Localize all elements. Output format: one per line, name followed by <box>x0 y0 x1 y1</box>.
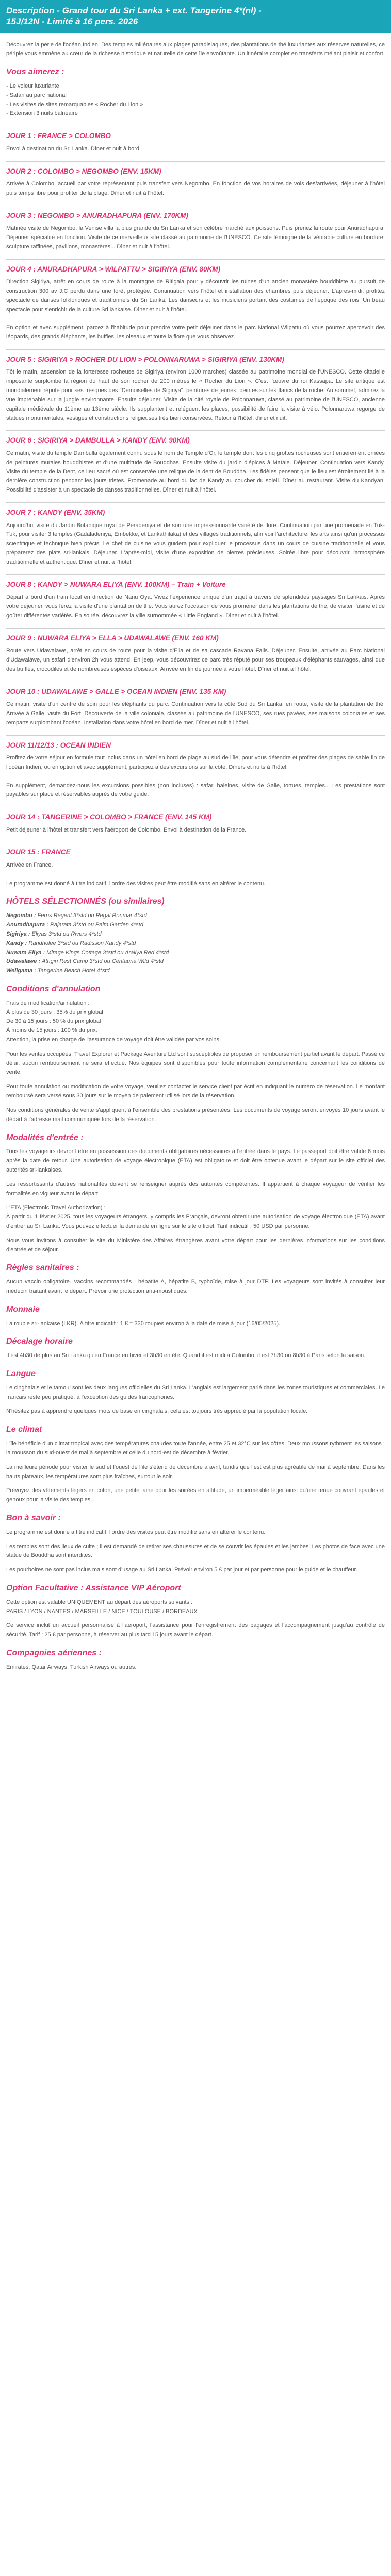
hotel-name: Athgiri Rest Camp 3*std ou Centauria Wild 4*std <box>42 958 164 965</box>
day-8 <box>6 574 385 621</box>
hotels-list <box>6 911 385 976</box>
option-aeroport-text: Cette option est valable UNIQUEMENT au départ des aéroports suivants : PARIS / LYON / NANTES / MARSEILLE / NICE / TOULOUSE / BORDEAUX <box>6 1599 198 1615</box>
langue-title: Langue <box>6 1369 36 1379</box>
day-title: JOUR 1 : FRANCE > COLOMBO <box>6 132 111 140</box>
langue-text: Le cinghalais et le tamoul sont les deux langues officielles du Sri Lanka. L'anglais est largement parlé dans les zones touristiques et commerciales. Le français reste peu pratiqué, à l'exception des guides francophones. <box>6 1384 385 1400</box>
highlights-list <box>6 82 385 118</box>
hotel-row <box>6 948 385 958</box>
itinerary <box>6 126 385 888</box>
bon-savoir-text: Les pourboires ne sont pas inclus mais sont d'usage au Sri Lanka. Prévoir environ 5 € par jour et par personne pour le guide et le chauffeur. <box>6 1567 357 1573</box>
hotel-row <box>6 921 385 930</box>
day-text: Ce matin, visite d'un centre de soin pour les éléphants du parc. Continuation vers la côte Sud du Sri Lanka, en route, visite de la plantation de thé. Arrivée à Galle, visite du Fort. Découverte de la ville coloniale, classée au patrimoine de l'UNESCO, ses rues pavées, ses maisons coloniales et ses remparts surplombant l'océan. Installation dans votre hôtel en bord de mer. Dîner et nuit à l'hôtel. <box>6 701 385 726</box>
highlight-item: - Safari au parc national <box>6 92 67 98</box>
page-title-line-2: 15J/12N - Limité à 16 pers. 2026 <box>6 16 138 27</box>
day-text: Aujourd'hui visite du Jardin Botanique royal de Peradeniya et de son une impressionnante variété de flore. Continuation par une promenade en Tuk-Tuk, pour visiter 3 temples (Gadaladeniya, Embekke, et Lankathilaka) et des villages traditionnels, afin voir l'architecture, les arts ainsi qu'un processus scientifique et technique bien précis. Le chef de cuisine vous guidera pour expliquer le processus dans un cours de cuisine traditionnelle et vous préparerez des plats sri-lankais. Déjeuner. L'après-midi, visite d'une exposition de pierres précieuses. Soirée libre pour découvrir l'atmosphère traditionnelle et authentique. Dîner et nuit à l'hôtel. <box>6 522 385 565</box>
day-2 <box>6 161 385 198</box>
highlights-title: Vous aimerez : <box>6 67 64 77</box>
divider <box>6 735 385 736</box>
day-4 <box>6 259 385 342</box>
divider <box>6 502 385 503</box>
compagnies-title: Compagnies aériennes : <box>6 1649 102 1658</box>
option-aeroport-text: Ce service inclut un accueil personnalisé à l'aéroport, l'assistance pour l'enregistrement des bagages et l'accompagnement jusqu'au contrôle de sécurité. Tarif : 25 € par personne, à réserver au plus tard 15 jours avant le départ. <box>6 1622 385 1638</box>
highlight-item: - Le voleur luxuriante <box>6 82 59 89</box>
formalites-text: Tous les voyageurs devront être en possession des documents obligatoires nécessaires à l'entrée dans le pays. Le passeport doit être valide 6 mois après la date de retour. Une autorisation de voyage électronique (ETA) est obligatoire et doit être obtenue avant le départ sur le site officiel des autorités sri-lankaises. <box>6 1148 385 1173</box>
compagnies-text: Emirates, Qatar Airways, Turkish Airways ou autres. <box>6 1664 137 1670</box>
hotel-row <box>6 967 385 976</box>
day-14 <box>6 807 385 835</box>
day-title: JOUR 6 : SIGIRIYA > DAMBULLA > KANDY (ENV. 90KM) <box>6 436 190 445</box>
regles-text: Aucun vaccin obligatoire. Vaccins recommandés : hépatite A, hépatite B, typhoïde, mise à jour DTP. Les voyageurs sont invités à consulter leur médecin traitant avant le départ. Prévoir une protection anti-moustiques. <box>6 1279 385 1295</box>
divider <box>6 628 385 629</box>
regles-title: Règles sanitaires : <box>6 1263 79 1273</box>
day-text: Ce matin, visite du temple Dambulla également connu sous le nom de Temple d'Or, le temple dont les cinq grottes rocheuses sont entièrement ornées de peintures murales bouddhistes et d'une multitude de Bouddhas. Ensuite visite du jardin d'épices à Matale. Déjeuner. Continuation vers Kandy. Visite du temple de la Dent, ce lieu sacré où est conservée une relique de la dent de Bouddha. Les fidèles pensent que le lieu est étroitement lié à la dernière construction pendant les jours tristes. Promenade au bord du lac de Kandy au coucher du soleil. Dîner au restaurant. Visite du Kandyan. Possibilité d'assister à un spectacle de danses traditionnelles. Dîner et nuit à l'hôtel. <box>6 450 385 494</box>
day-text: Arrivée en France. Le programme est donné à titre indicatif, l'ordre des visites peut être modifié sans en altérer le contenu. <box>6 862 266 887</box>
day-15 <box>6 842 385 888</box>
day-6 <box>6 430 385 495</box>
page-title-line-1: Description - Grand tour du Sri Lanka + ext. Tangerine 4*(nl) - <box>6 6 262 15</box>
day-text: Départ à bord d'un train local en direction de Nanu Oya. Vivez l'expérience unique d'un trajet à travers de splendides paysages Sri Lankais. Après votre déjeuner, vous ferez la visite d'une plantation de thé. Vous aurez l'occasion de vous promener dans les plantations de thé, de visiter l'usine et de goûter différentes variétés. En soirée, découvrez la ville surnommée « Little England ». Dîner et nuit à l'hôtel. <box>6 594 385 619</box>
highlight-item: - Les visites de sites remarquables « Rocher du Lion » <box>6 101 143 108</box>
bon-savoir-text: Le programme est donné à titre indicatif, l'ordre des visites peut être modifié sans en altérer le contenu. <box>6 1529 266 1535</box>
conditions-text: Nos conditions générales de vente s'appliquent à l'ensemble des prestations présentées. Les documents de voyage seront envoyés 10 jours avant le départ à l'adresse mail communiquée lors de la réservation. <box>6 1107 385 1123</box>
hotel-row <box>6 957 385 967</box>
intro-text: Découvrez la perle de l'océan Indien. Des temples millénaires aux plages paradisiaques, des plantations de thé luxuriantes aux réserves naturelles, ce périple vous emmène au cœur de la richesse historique et naturelle de cette île envoûtante. Un itinéraire complet en transferts mélant plaisir et confort. <box>6 41 385 57</box>
day-text: Envol à destination du Sri Lanka. Dîner et nuit à bord. <box>6 145 141 152</box>
day-title: JOUR 3 : NEGOMBO > ANURADHAPURA (ENV. 170KM) <box>6 211 188 219</box>
hotel-city: Nuwara Eliya : <box>6 949 45 956</box>
option-aeroport-title: Option Facultative : Assistance VIP Aéroport <box>6 1584 181 1593</box>
divider <box>6 259 385 260</box>
day-9 <box>6 628 385 674</box>
formalites-title: Modalités d'entrée : <box>6 1133 84 1142</box>
decalage-title: Décalage horaire <box>6 1337 73 1346</box>
bon-savoir-text: Les temples sont des lieux de culte ; il est demandé de retirer ses chaussures et de se couvrir les épaules et les jambes. Les photos de face avec une statue de Bouddha sont interdites. <box>6 1543 385 1559</box>
day-10 <box>6 682 385 728</box>
hotel-name: Mirage Kings Cottage 3*std ou Araliya Red 4*std <box>46 949 169 956</box>
monnaie-title: Monnaie <box>6 1304 40 1314</box>
hotel-city: Weligama : <box>6 968 36 974</box>
day-text: Petit déjeuner à l'hôtel et transfert vers l'aéroport de Colombo. Envol à destination de la France. <box>6 826 247 833</box>
hotel-name: Rajarata 3*std ou Palm Garden 4*std <box>50 922 143 928</box>
day-7 <box>6 502 385 567</box>
highlight-item: - Extension 3 nuits balnéaire <box>6 110 78 117</box>
hotel-row <box>6 930 385 939</box>
climat-title: Le climat <box>6 1425 42 1434</box>
hotel-city: Anuradhapura : <box>6 922 48 928</box>
climat-text: Prévoyez des vêtements légers en coton, une petite laine pour les soirées en altitude, un imperméable léger ainsi qu'une tenue couvrant épaules et genoux pour la visite des temples. <box>6 1487 385 1503</box>
climat-text: La meilleure période pour visiter le sud et l'ouest de l'île s'étend de décembre à avril, tandis que l'est est plus agréable de mai à septembre. Dans les hauts plateaux, les températures sont plus fraîches, surtout le soir. <box>6 1464 385 1480</box>
hotel-name: Ferns Regent 3*std ou Regal Ronmar 4*std <box>37 912 147 919</box>
content <box>0 33 391 1672</box>
hotel-row <box>6 939 385 948</box>
hotel-name: Eliyas 3*std ou Rivers 4*std <box>31 930 102 937</box>
hotel-city: Negombo : <box>6 912 36 919</box>
formalites-text: Les ressortissants d'autres nationalités doivent se renseigner auprès des autorités compétentes. Il appartient à chaque voyageur de vérifier les formalités en vigueur avant le départ. <box>6 1181 385 1197</box>
conditions-title: Conditions d'annulation <box>6 984 101 993</box>
hotel-city: Kandy : <box>6 940 27 946</box>
hotel-row <box>6 911 385 921</box>
divider <box>6 161 385 162</box>
hotel-city: Udawalawe : <box>6 958 41 965</box>
day-text: Arrivée à Colombo, accueil par votre représentant puis transfert vers Negombo. En fonction de vos horaires de vols des/arrivées, déjeuner à l'hôtel puis temps libre pour profiter de la plage. Dîner et nuit à l'hôtel. <box>6 181 385 196</box>
formalites-text: Nous vous invitons à consulter le site du Ministère des Affaires étrangères avant votre départ pour les dernières informations sur les conditions d'entrée et de séjour. <box>6 1237 385 1253</box>
monnaie-text: La roupie sri-lankaise (LKR). À titre indicatif : 1 € = 330 roupies environ à la date de mise à jour (16/05/2025). <box>6 1320 281 1327</box>
divider <box>6 574 385 575</box>
day-text: Route vers Udawalawe, arrêt en cours de route pour la visite d'Ella et de sa cascade Ravana Falls. Déjeuner. Ensuite, arrivée au Parc National d'Udawalawe, un safari d'environ 2h vous attend. En jeep, vous découvrirez ce parc très réputé pour ses troupeaux d'éléphants sauvages, ainsi que des buffles, crocodiles et de nombreuses espèces d'oiseaux. Arrivée en fin de journée à votre hôtel. Dîner et nuit à l'hôtel. <box>6 648 385 672</box>
day-title: JOUR 7 : KANDY (ENV. 35KM) <box>6 508 105 516</box>
day-title: JOUR 4 : ANURADHAPURA > WILPATTU > SIGIRIYA (ENV. 80KM) <box>6 265 221 273</box>
day-title: JOUR 2 : COLOMBO > NEGOMBO (ENV. 15KM) <box>6 167 161 175</box>
day-title: JOUR 14 : TANGERINE > COLOMBO > FRANCE (ENV. 145 KM) <box>6 813 212 821</box>
conditions-text: Pour les ventes occupées, Travel Explorer et Package Aventure Ltd sont susceptibles de proposer un remboursement partiel avant le départ. Passé ce délai, aucun remboursement ne sera effectué. Nos équipes sont disponibles pour toute information complémentaire concernant les conditions de vente. <box>6 1050 385 1076</box>
formalites-text: L'ETA (Electronic Travel Authorization) : À partir du 1 février 2025, tous les voyageurs étrangers, y compris les Français, devront obtenir une autorisation de voyage électronique (ETA) avant d'entrer au Sri Lanka. Vous pouvez effectuer la demande en ligne sur le site officiel. Tarif indicatif : 50 USD par personne. <box>6 1205 385 1229</box>
day-title: JOUR 5 : SIGIRIYA > ROCHER DU LION > POLONNARUWA > SIGIRIYA (ENV. 130KM) <box>6 355 284 363</box>
day-text: Profitez de votre séjour en formule tout inclus dans un hôtel en bord de plage au sud de l'île, pour vous détendre et profiter des plages de sable fin de l'océan Indien, ou en option et avec supplément, participez à des excursions sur la côte. Dîners et nuits à l'hôtel. En supplément, demandez-nous les excursions possibles (non incluses) : safari baleines, visite de Galle, tortues, temples... Les prestations sont payables sur place et réservables auprès de votre guide. <box>6 755 385 798</box>
langue-text: N'hésitez pas à apprendre quelques mots de base en cinghalais, cela est toujours très apprécié par la population locale. <box>6 1408 308 1415</box>
bon-savoir-title: Bon à savoir : <box>6 1513 61 1522</box>
title-banner <box>0 0 391 33</box>
day-title: JOUR 11/12/13 : OCEAN INDIEN <box>6 741 111 749</box>
hotel-city: Sigiriya : <box>6 930 30 937</box>
climat-text: L'île bénéficie d'un climat tropical avec des températures chaudes toute l'année, entre 25 et 32°C sur les côtes. Deux moussons rythment les saisons : la mousson du sud-ouest de mai à septembre et celle du nord-est de décembre à février. <box>6 1440 385 1456</box>
conditions-text: Pour toute annulation ou modification de votre voyage, veuillez contacter le service client par écrit en indiquant le numéro de réservation. Le montant remboursé sera versé sous 30 jours sur le moyen de paiement utilisé lors de la réservation. <box>6 1083 385 1099</box>
day-5 <box>6 349 385 423</box>
day-title: JOUR 8 : KANDY > NUWARA ELIYA (ENV. 100KM) – Train + Voiture <box>6 580 226 588</box>
day-11-13 <box>6 735 385 800</box>
divider <box>6 349 385 350</box>
day-text: Tôt le matin, ascension de la forteresse rocheuse de Sigiriya (environ 1000 marches) classée au patrimoine mondial de l'UNESCO. Cette citadelle imposante surplombe la région du haut de son rocher de 200 mètres le « Rocher du Lion ». C'est l'œuvre du roi Kassapa. Le site antique est mondialement réputé pour ses fresques des "Demoiselles de Sigiriya", peintures de jeunes, peintes sur les flancs de la roche. Au sommet, admirez la vue imprenable sur la jungle environnante. Ensuite déjeuner. Visite de la cité royale de Polonnaruwa, classé au patrimoine de l'UNESCO, ancienne capitale médiévale du 11ème au 13ème siècle. Ils supplantent et reléguent les places, possibilité de faire la visite à vélo. Polonnaruwa regorge de statues monumentales, vestiges et constructions religieuses très bien conservées. Retour à l'hôtel, dîner et nuit. <box>6 369 385 421</box>
day-text: Matinée visite de Negombo, la Venise villa la plus grande du Sri Lanka et son célèbre marché aux poissons. Puis prenez la route pour Anuradhapura. Déjeuner spécialité en fonction. Visite de ce merveilleux site classé au patrimoine de l'UNESCO. Ce site témoigne de la véritable culture en bordure: sculpture raffinées, pavillons, monastères... Dîner et nuit à l'hôtel. <box>6 225 385 250</box>
page-title <box>6 5 385 27</box>
divider <box>6 430 385 431</box>
day-title: JOUR 9 : NUWARA ELIYA > ELLA > UDAWALAWE (ENV. 160 KM) <box>6 634 219 642</box>
conditions-text: Frais de modification/annulation : À plus de 30 jours : 35% du prix global De 30 à 15 jours : 50 % du prix global À moins de 15 jours : 100 % du prix. Attention, la prise en charge de l'assurance de voyage doit être validée par vos soins. <box>6 999 221 1043</box>
day-title: JOUR 10 : UDAWALAWE > GALLE > OCEAN INDIEN (ENV. 135 KM) <box>6 687 226 696</box>
day-1 <box>6 126 385 154</box>
day-title: JOUR 15 : FRANCE <box>6 848 71 856</box>
hotel-name: Tangerine Beach Hotel 4*std <box>37 968 110 974</box>
day-text: Direction Sigiriya, arrêt en cours de route à la montagne de Ritigala pour y découvrir les ruines d'un ancien monastère bouddhiste au pursuit de construction 300 av J.C perdu dans une forêt protégée. Continuation vers l'hôtel et installation des chambres puis déjeuner. L'après-midi, profitez spectacle de danses folkloriques et traditionnels du Sri Lanka. Les danseurs et les musiciens portant des costumes de l'époque des rois. Un beau spectacle pour s'enrichir de la culture Sri lankaise. Dîner et nuit à l'hôtel. En option et avec supplément, parcez à l'habitude pour prendre votre petit déjeuner dans le parc National Wilpattu où vous pourrez apercevoir des léopards, des grands éléphants, les buffles, les oiseaux et toute la flore que vous observez. <box>6 279 385 341</box>
decalage-text: Il est 4h30 de plus au Sri Lanka qu'en France en hiver et 3h30 en été. Quand il est midi à Colombo, il est 7h30 ou 8h30 à Paris selon la saison. <box>6 1352 366 1359</box>
hotel-name: Randholee 3*std ou Radisson Kandy 4*std <box>28 940 136 946</box>
hotels-title: HÔTELS SÉLECTIONNÉS (ou similaires) <box>6 897 165 906</box>
day-3 <box>6 206 385 252</box>
